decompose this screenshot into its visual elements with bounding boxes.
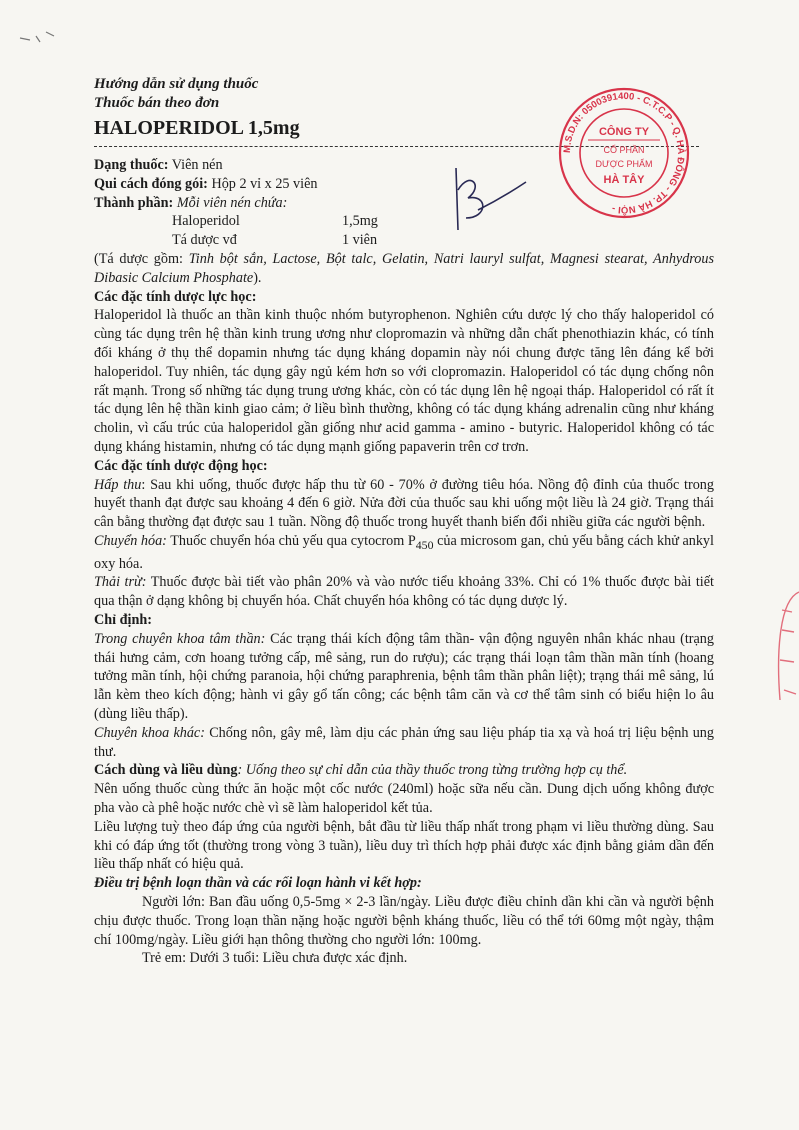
elimination-paragraph xyxy=(94,573,714,611)
ingredient-table xyxy=(172,212,714,250)
ingredient-row xyxy=(172,212,714,231)
dosage-form xyxy=(94,156,714,175)
dosage-heading-note: : Uống theo sự chỉ dẫn của thầy thuốc trong từng trường hợp cụ thể. xyxy=(237,762,628,779)
pharmacokinetics-heading: Các đặc tính dược động học: xyxy=(94,457,268,474)
document-body xyxy=(94,156,714,968)
excipients-suffix: ). xyxy=(253,269,262,286)
dosage-paragraph: Liều lượng tuỳ theo đáp ứng của người bệnh, bắt đầu từ liều thấp nhất trong phạm vi liều thường dùng. Sau khi có đáp ứng tốt (thường trong vòng 3 tuần), liều duy trì thích hợp phải được xác định bằng giảm dần đến liều thấp nhất có hiệu quả. xyxy=(94,818,714,873)
elimination-text: Thuốc được bài tiết vào phân 20% và vào nước tiểu khoảng 33%. Chỉ có 1% thuốc được bài tiết qua thận ở dạng không bị chuyển hóa. Chất chuyển hóa không có tác dụng dược lý. xyxy=(94,574,714,610)
psychiatry-paragraph xyxy=(94,630,714,724)
absorption-label: Hấp thu xyxy=(94,476,142,493)
ingredient-amount: 1 viên xyxy=(342,232,378,249)
svg-text:DƯỢC PHẨM: DƯỢC PHẨM xyxy=(595,159,653,169)
psychiatry-label: Trong chuyên khoa tâm thần: xyxy=(94,630,266,647)
pharmacodynamics-heading: Các đặc tính dược lực học: xyxy=(94,288,257,305)
dosage-paragraph: Nên uống thuốc cùng thức ăn hoặc một cốc nước (240ml) hoặc sữa nếu cần. Dung dịch uống không được pha vào cà phê hoặc nước chè vì sẽ làm haloperidol kết tủa. xyxy=(94,781,714,816)
page-title: HALOPERIDOL 1,5mg xyxy=(94,117,300,139)
treatment-heading: Điều trị bệnh loạn thần và các rối loạn hành vi kết hợp: xyxy=(94,875,422,892)
svg-text:CỔ PHẦN: CỔ PHẦN xyxy=(603,145,645,155)
packaging-label: Qui cách đóng gói: xyxy=(94,175,208,192)
metabolism-subscript: 450 xyxy=(415,537,434,552)
excipients-prefix: (Tá dược gồm: xyxy=(94,250,189,267)
dosage-heading: Cách dùng và liều dùng xyxy=(94,762,238,779)
document-header xyxy=(94,75,300,141)
composition-label: Thành phần: xyxy=(94,194,174,211)
composition-value: Mỗi viên nén chứa: xyxy=(173,194,288,211)
usage-guide-heading: Hướng dẫn sử dụng thuốc xyxy=(94,76,259,92)
metabolism-label: Chuyển hóa: xyxy=(94,532,167,549)
metabolism-paragraph xyxy=(94,532,714,573)
adult-dosage: Người lớn: Ban đầu uống 0,5-5mg × 2-3 lần/ngày. Liều được điều chỉnh dần khi cần và người bệnh chịu được thuốc. Trong loạn thần nặng hoặc người bệnh kháng thuốc, liều có thể tới 60mg một ngày, thậm chí 100mg/ngày. Liều giới hạn thông thường cho người lớn: 100mg. xyxy=(94,893,714,948)
dosage-form-value: Viên nén xyxy=(168,157,223,173)
ingredient-row xyxy=(172,231,714,250)
child-dosage: Trẻ em: Dưới 3 tuổi: Liều chưa được xác định. xyxy=(142,950,408,967)
absorption-paragraph xyxy=(94,476,714,532)
psychiatry-text: Các trạng thái kích động tâm thần- vận động nguyên nhân khác nhau (trạng thái hưng cảm, cơn hoang tưởng cấp, mê sảng, run do rượu); các trạng thái loạn tâm thần mãn tính (hoang tưởng mãn tính, hội chứng paranoia, hội chứng paraphrenia, bệnh tâm thần phân liệt); trạng thái mê sảng, lú lẫn kèm theo kích động; hành vi gây gổ tấn công; các bệnh tâm căn và cơ thể tâm sinh có biểu hiện lo âu (dùng liều thấp). xyxy=(94,630,714,722)
dosage-heading-line xyxy=(94,761,714,780)
svg-text:HÀ TÂY: HÀ TÂY xyxy=(603,174,645,186)
other-specialty-label: Chuyên khoa khác: xyxy=(94,724,205,741)
indications-heading: Chỉ định: xyxy=(94,611,152,628)
pharmacodynamics-text: Haloperidol là thuốc an thần kinh thuộc nhóm butyrophenon. Nghiên cứu dược lý cho thấy haloperidol có cùng tác dụng trên hệ thần kinh trung ương như clopromazin và những dẫn chất phenothiazin khác, có tính đối kháng ở thụ thể dopamin nhưng tác dụng kháng dopamin này nói chung được tăng lên đáng kể bởi haloperidol. Tuy nhiên, tác dụng gây ngủ kém hơn so với clopromazin. Haloperidol có tác dụng chống nôn rất mạnh. Trong số những tác dụng trung ương khác, còn có tác dụng lên hệ ngoại tháp. Haloperidol có rất ít tác dụng lên hệ thần kinh giao cảm; ở liều bình thường, không có tác dụng kháng adrenalin cũng như kháng cholin, vì cấu trúc của haloperidol gần giống như acid gamma - amino - butyric. Haloperidol không có tác dụng kháng histamin, nhưng có tác dụng mạnh giống papaverin trên cơ trơn. xyxy=(94,307,714,455)
metabolism-text-cont: của microsom gan, chủ yếu bằng cách khử ankyl oxy hóa. xyxy=(94,532,714,572)
metabolism-text: Thuốc chuyển hóa chủ yếu qua cytocrom P xyxy=(166,532,416,549)
absorption-text: : Sau khi uống, thuốc được hấp thu từ 60 - 70% ở đường tiêu hóa. Nồng độ đỉnh của thuốc trong huyết thanh đạt được sau khoảng 4 đến 6 giờ. Nửa đời của thuốc sau khi uống một liều là 24 giờ. Trạng thái cân bằng thường đạt được sau 1 tuần. Nồng độ thuốc trong huyết thanh biến đổi nhiều giữa các người bệnh. xyxy=(94,476,714,531)
svg-text:CÔNG TY: CÔNG TY xyxy=(598,126,650,138)
ingredient-amount: 1,5mg xyxy=(342,213,378,230)
prescription-note: Thuốc bán theo đơn xyxy=(94,95,220,111)
excipients-list: Tinh bột sắn, Lactose, Bột talc, Gelatin, Natri lauryl sulfat, Magnesi stearat, Anhydrous Dibasic Calcium Phosphate xyxy=(94,250,715,286)
ingredient-name: Haloperidol xyxy=(172,213,240,230)
excipients xyxy=(94,250,714,288)
other-specialty-text: Chống nôn, gây mê, làm dịu các phản ứng sau liệu pháp tia xạ và hoá trị liệu bệnh ung thư. xyxy=(94,724,714,760)
ingredient-name: Tá dược vđ xyxy=(172,232,237,249)
elimination-label: Thải trừ: xyxy=(94,574,147,591)
partial-stamp-edge xyxy=(770,590,799,720)
svg-text:M.S.D.N: 0500391400 - C.T.C.P: M.S.D.N: 0500391400 - C.T.C.P - Q. HÀ ĐÔNG - TP. HÀ NỘI - xyxy=(561,90,687,216)
dosage-form-label: Dạng thuốc: xyxy=(94,157,169,173)
packaging xyxy=(94,175,714,194)
composition xyxy=(94,194,714,213)
scan-mark xyxy=(18,28,58,58)
packaging-value: Hộp 2 vỉ x 25 viên xyxy=(207,175,318,192)
other-specialty-paragraph xyxy=(94,724,714,762)
